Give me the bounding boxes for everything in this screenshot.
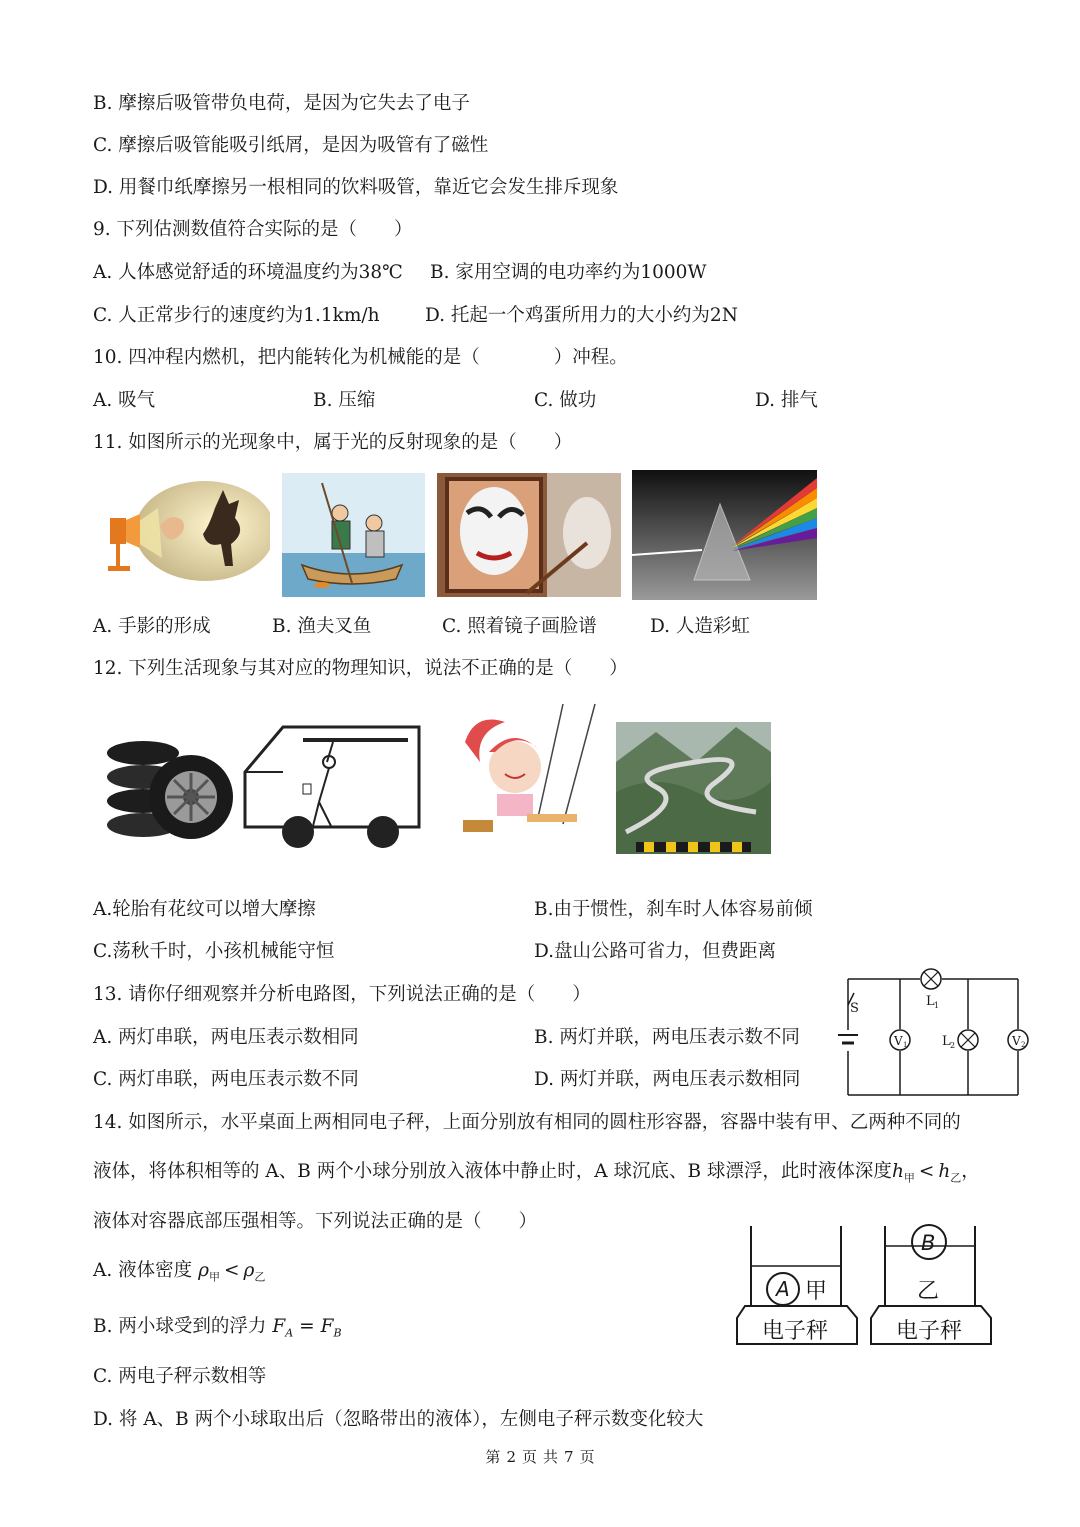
q11-stem: 11. 如图所示的光现象中，属于光的反射现象的是（ ） [93,432,573,453]
q8-option-d: D. 用餐巾纸摩擦另一根相同的饮料吸管，靠近它会发生排斥现象 [93,177,619,198]
h-symbol: h [891,1161,904,1182]
q9-option-a: A. 人体感觉舒适的环境温度约为38℃ [93,262,403,283]
fisherman-image [282,473,425,597]
q12-stem: 12. 下列生活现象与其对应的物理知识，说法不正确的是（ ） [93,658,628,679]
q12-option-d: D.盘山公路可省力，但费距离 [534,941,777,962]
scale-left-label: 电子秤 [762,1319,829,1344]
q14-option-a: A. 液体密度 $\rho_甲 < \rho_乙$ [93,1260,266,1284]
q11-option-c: C. 照着镜子画脸谱 [442,616,597,637]
h-sub-yi: 乙 [950,1171,962,1185]
q14-line-1: 14. 如图所示，水平桌面上两相同电子秤，上面分别放有相同的圆柱形容器，容器中装有甲、乙两种不同的 [93,1112,961,1133]
q14-option-c: C. 两电子秤示数相等 [93,1366,267,1387]
q8-option-b: B. 摩擦后吸管带负电荷，是因为它失去了电子 [93,93,470,114]
equals: = [299,1316,315,1337]
scales-figure [733,1222,998,1352]
q10-option-d: D. 排气 [755,390,818,411]
q10-option-c: C. 做功 [534,390,597,411]
circuit-diagram [820,965,1035,1100]
q9-option-d: D. 托起一个鸡蛋所用力的大小约为2N [425,305,738,326]
rho-sub-yi: 乙 [254,1270,266,1284]
q14-option-b: B. 两小球受到的浮力 $F_A = F_B$ [93,1316,342,1340]
tires-image [103,735,233,845]
h-sub-jia: 甲 [903,1171,915,1185]
q10-option-b: B. 压缩 [313,390,376,411]
q13-option-b: B. 两灯并联，两电压表示数不同 [534,1027,800,1048]
lamp2-sub: 2 [950,1041,956,1050]
page-footer: 第 2 页 共 7 页 [485,1448,595,1466]
q11-option-b: B. 渔夫叉鱼 [272,616,372,637]
liquid-yi-label: 乙 [917,1279,940,1304]
q10-option-a: A. 吸气 [93,390,156,411]
q12-option-b: B.由于惯性，刹车时人体容易前倾 [534,899,813,920]
q11-option-a: A. 手影的形成 [93,616,211,637]
comma: ， [961,1161,980,1182]
prism-rainbow-image [632,470,817,600]
force-symbol: F [272,1316,286,1337]
hand-shadow-image [100,478,270,585]
page-number: 2 [506,1448,516,1466]
lamp1-label: L [926,994,935,1009]
scale-right-label: 电子秤 [896,1319,963,1344]
rho-symbol-2: ρ [243,1260,255,1281]
q14-line-3: 液体对容器底部压强相等。下列说法正确的是（ ） [93,1211,538,1232]
voltmeter1-sub: 1 [903,1041,908,1049]
q12-option-c: C.荡秋千时，小孩机械能守恒 [93,941,335,962]
rho-sub-jia: 甲 [209,1270,221,1284]
ball-b-label: B [921,1231,936,1255]
q14-option-d: D. 将 A、B 两个小球取出后（忽略带出的液体），左侧电子秤示数变化较大 [93,1409,704,1430]
voltmeter1-label: V [894,1034,903,1048]
q13-option-d: D. 两灯并联，两电压表示数相同 [534,1069,801,1090]
force-sub-a: A [285,1326,294,1340]
bus-passenger-image [243,722,423,852]
lamp1-sub: 1 [934,1001,940,1010]
q9-option-b: B. 家用空调的电功率约为1000W [430,262,707,283]
force-symbol-2: F [320,1316,334,1337]
face-painting-mirror-image [437,473,621,597]
switch-label: S [850,1001,859,1016]
liquid-jia-label: 甲 [805,1279,828,1304]
q13-option-c: C. 两灯串联，两电压表示数不同 [93,1069,359,1090]
q9-stem: 9. 下列估测数值符合实际的是（ ） [93,219,413,240]
voltmeter2-label: V [1012,1034,1021,1048]
q13-option-a: A. 两灯串联，两电压表示数相同 [93,1027,359,1048]
q14-line-2: 液体，将体积相等的 A、B 两个小球分别放入液体中静止时，A 球沉底、B 球漂浮，此时液体深度$h_甲 < h_乙$， [93,1161,980,1185]
force-sub-b: B [333,1326,342,1340]
q8-option-c: C. 摩擦后吸管能吸引纸屑，是因为吸管有了磁性 [93,135,489,156]
q11-option-d: D. 人造彩虹 [650,616,750,637]
ball-a-label: A [776,1277,790,1301]
lamp2-label: L [942,1034,951,1049]
rho-symbol: ρ [198,1260,210,1281]
total-pages: 7 [564,1448,574,1466]
voltmeter2-sub: 2 [1021,1041,1026,1049]
q12-option-a: A.轮胎有花纹可以增大摩擦 [93,899,316,920]
swing-girl-image [455,702,600,857]
less-than: < [918,1161,935,1182]
mountain-road-image [616,722,771,854]
q10-stem: 10. 四冲程内燃机，把内能转化为机械能的是（ ）冲程。 [93,347,628,368]
q9-option-c: C. 人正常步行的速度约为1.1km/h [93,305,380,326]
q13-stem: 13. 请你仔细观察并分析电路图，下列说法正确的是（ ） [93,984,591,1005]
less-than-2: < [224,1260,240,1281]
h-symbol-2: h [938,1161,951,1182]
